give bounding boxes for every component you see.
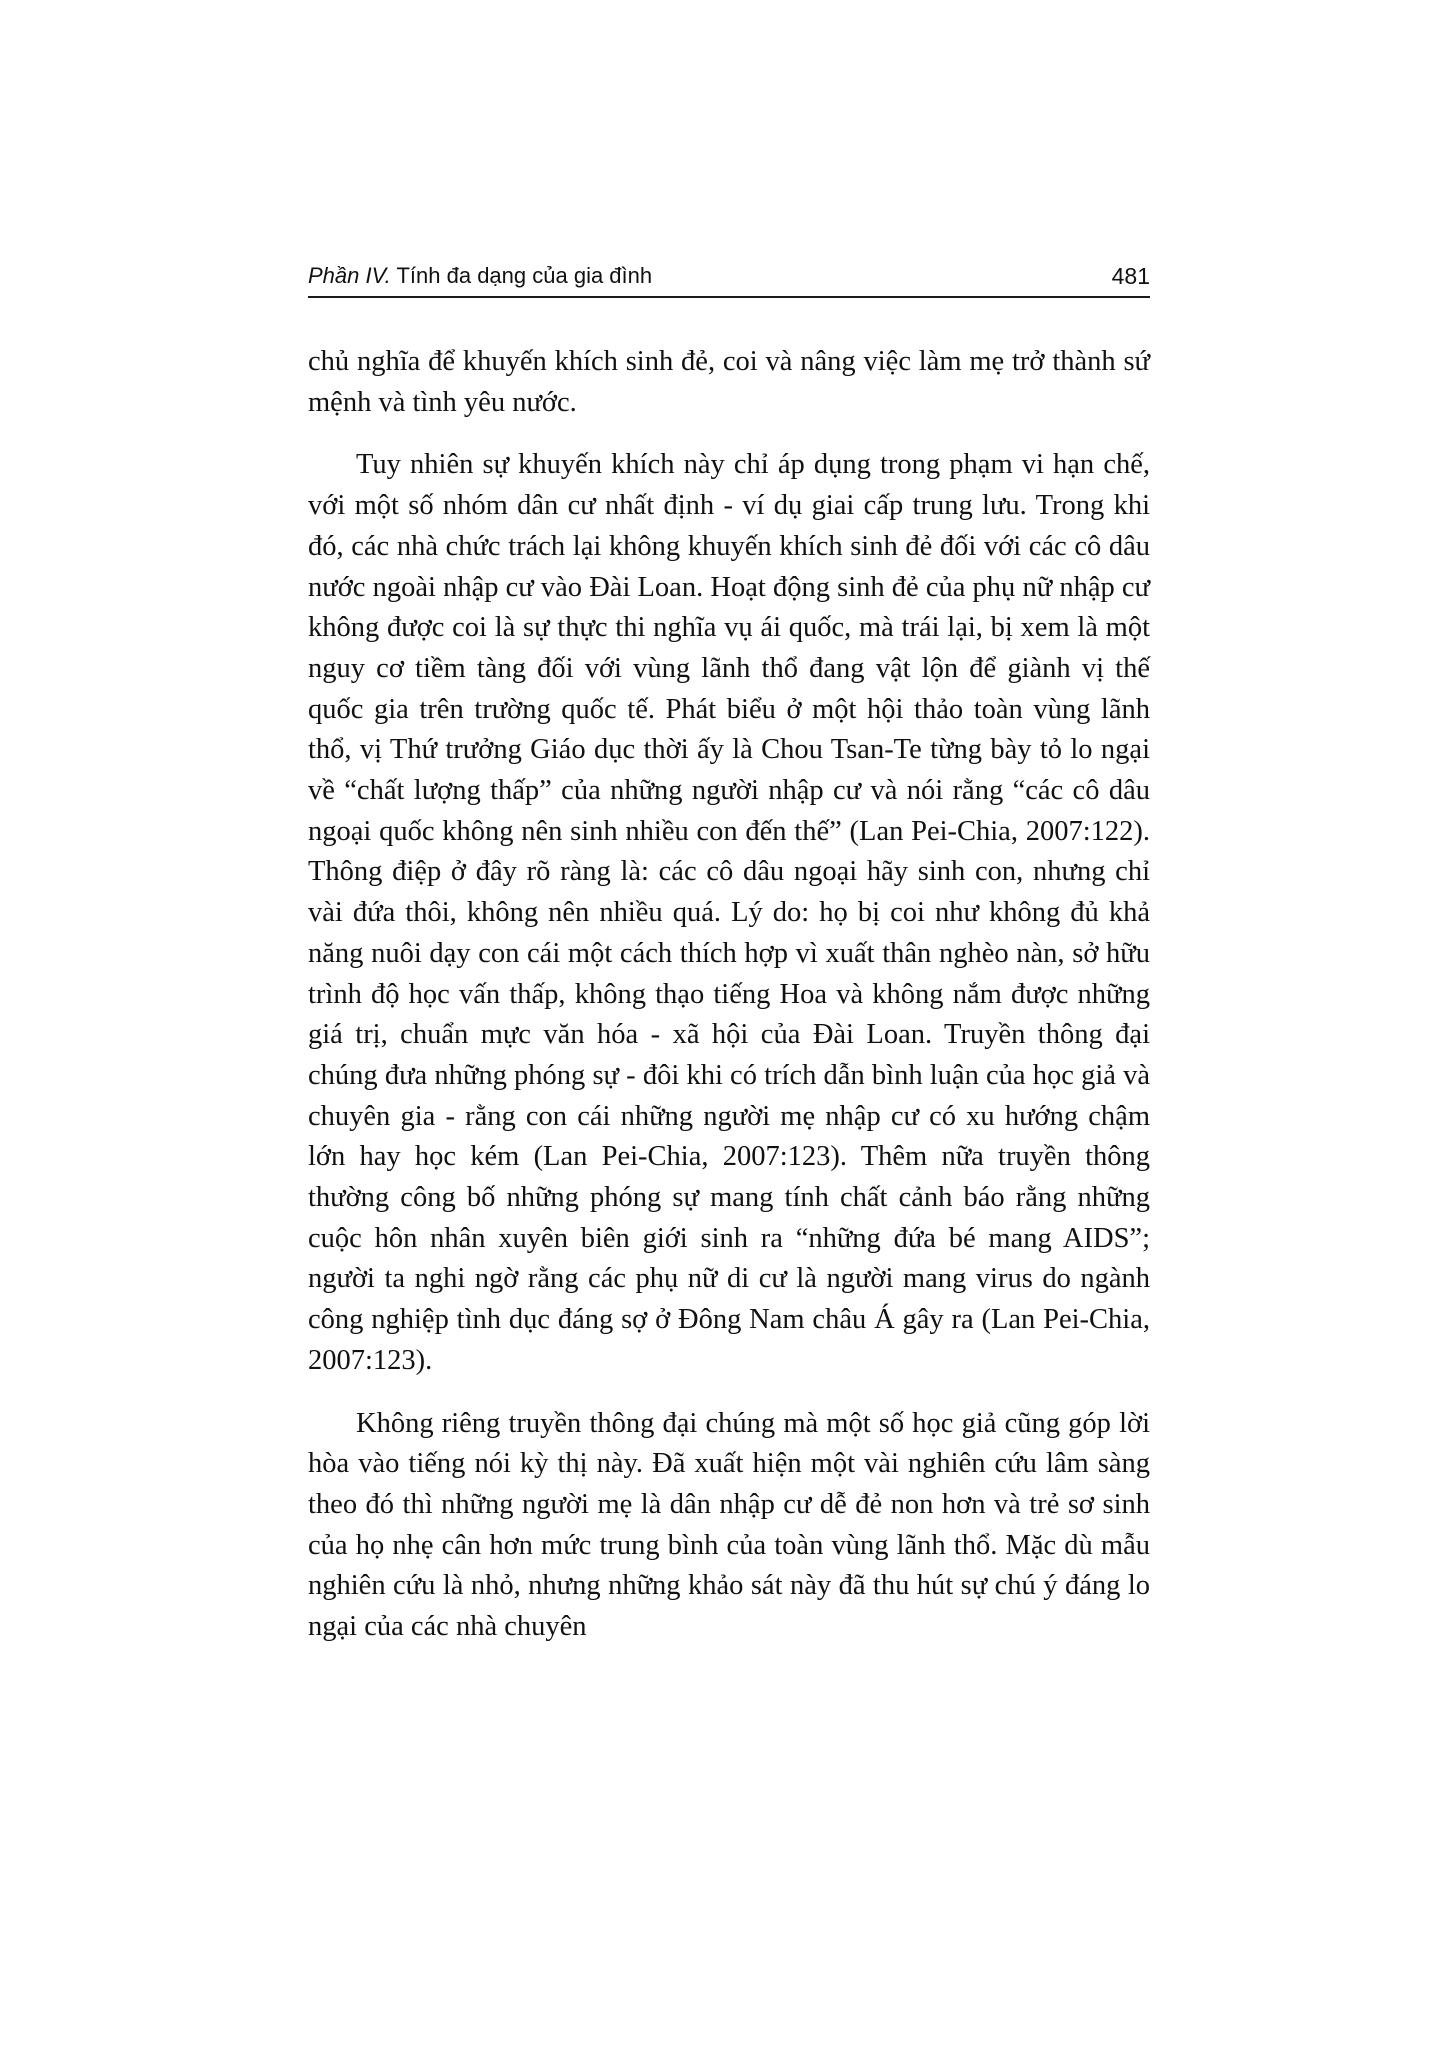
header-section-title	[308, 263, 652, 289]
body-text	[308, 342, 1150, 1648]
paragraph: Không riêng truyền thông đại chúng mà một số học giả cũng góp lời hòa vào tiếng nói kỳ thị này. Đã xuất hiện một vài nghiên cứu lâm sàng theo đó thì những người mẹ là dân nhập cư dễ đẻ non hơn và trẻ sơ sinh của họ nhẹ cân hơn mức trung bình của toàn vùng lãnh thổ. Mặc dù mẫu nghiên cứu là nhỏ, nhưng những khảo sát này đã thu hút sự chú ý đáng lo ngại của các nhà chuyên	[308, 1407, 1150, 1643]
page-number: 481	[1111, 263, 1150, 289]
paragraph-continued: chủ nghĩa để khuyến khích sinh đẻ, coi và nâng việc làm mẹ trở thành sứ mệnh và tình yêu nước.	[308, 346, 1150, 418]
running-header	[308, 258, 1150, 298]
header-title-text: Tính đa dạng của gia đình	[396, 263, 653, 288]
paragraph: Tuy nhiên sự khuyến khích này chỉ áp dụng trong phạm vi hạn chế, với một số nhóm dân cư nhất định - ví dụ giai cấp trung lưu. Trong khi đó, các nhà chức trách lại không khuyến khích sinh đẻ đối với các cô dâu nước ngoài nhập cư vào Đài Loan. Hoạt động sinh đẻ của phụ nữ nhập cư không được coi là sự thực thi nghĩa vụ ái quốc, mà trái lại, bị xem là một nguy cơ tiềm tàng đối với vùng lãnh thổ đang vật lộn để giành vị thế quốc gia trên trường quốc tế. Phát biểu ở một hội thảo toàn vùng lãnh thổ, vị Thứ trưởng Giáo dục thời ấy là Chou Tsan-Te từng bày tỏ lo ngại về “chất lượng thấp” của những người nhập cư và nói rằng “các cô dâu ngoại quốc không nên sinh nhiều con đến thế” (Lan Pei-Chia, 2007:122). Thông điệp ở đây rõ ràng là: các cô dâu ngoại hãy sinh con, nhưng chỉ vài đứa thôi, không nên nhiều quá. Lý do: họ bị coi như không đủ khả năng nuôi dạy con cái một cách thích hợp vì xuất thân nghèo nàn, sở hữu trình độ học vấn thấp, không thạo tiếng Hoa và không nắm được những giá trị, chuẩn mực văn hóa - xã hội của Đài Loan. Truyền thông đại chúng đưa những phóng sự - đôi khi có trích dẫn bình luận của học giả và chuyên gia - rằng con cái những người mẹ nhập cư có xu hướng chậm lớn hay học kém (Lan Pei-Chia, 2007:123). Thêm nữa truyền thông thường công bố những phóng sự mang tính chất cảnh báo rằng những cuộc hôn nhân xuyên biên giới sinh ra “những đứa bé mang AIDS”; người ta nghi ngờ rằng các phụ nữ di cư là người mang virus do ngành công nghiệp tình dục đáng sợ ở Đông Nam châu Á gây ra (Lan Pei-Chia, 2007:123).	[308, 449, 1150, 1376]
header-part-label: Phần IV.	[308, 263, 391, 288]
